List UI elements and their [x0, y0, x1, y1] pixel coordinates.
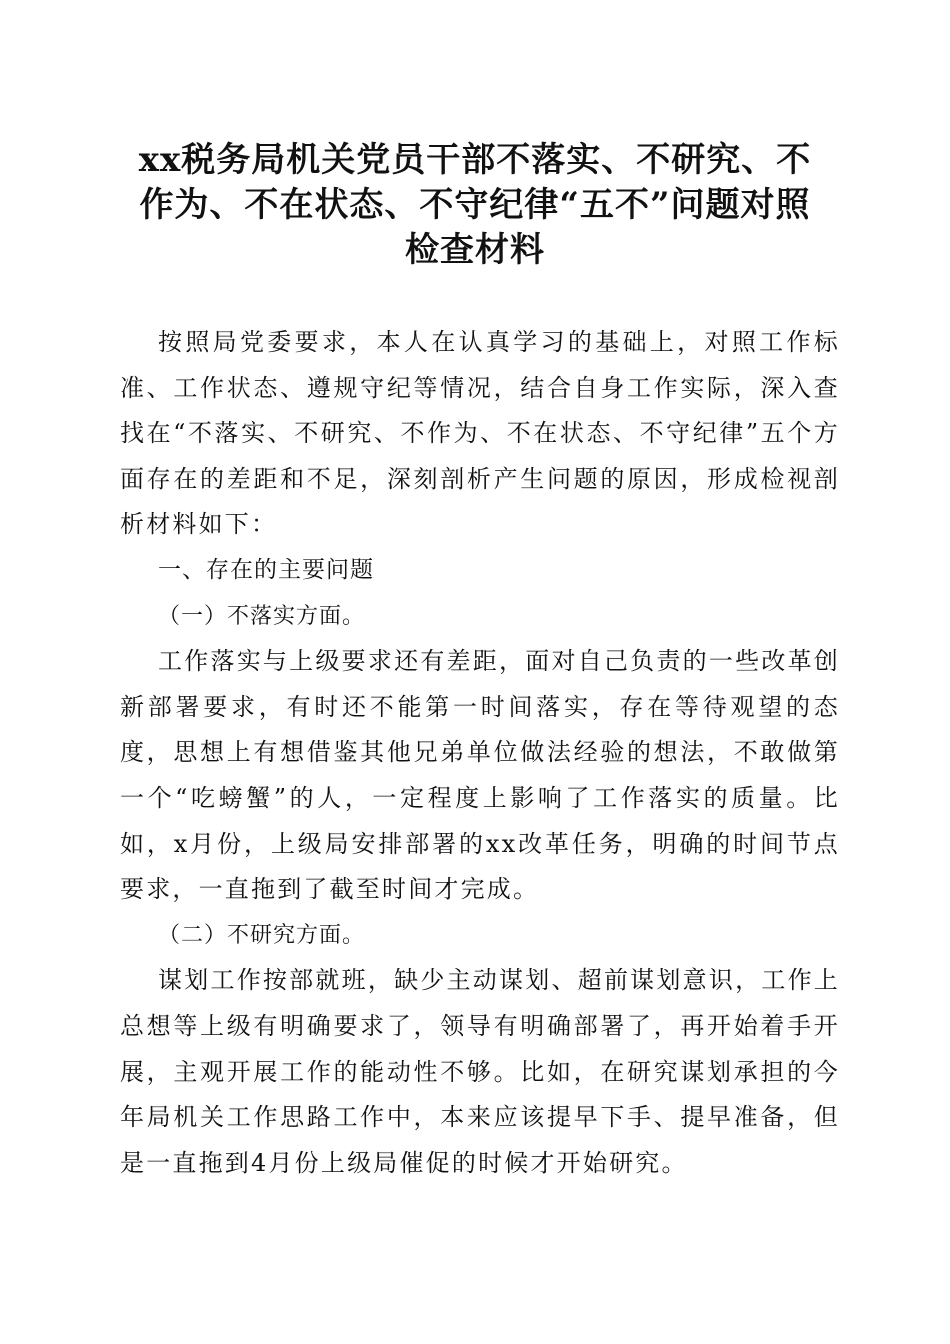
subsection-paragraph-not-researching: 谋划工作按部就班，缺少主动谋划、超前谋划意识，工作上总想等上级有明确要求了，领导有明确部署了，再开始着手开展，主观开展工作的能动性不够。比如，在研究谋划承担的今年局机关工作思路工作中，本来应该提早下手、提早准备，但是一直拖到4月份上级局催促的时候才开始研究。: [120, 966, 840, 1177]
subsection-heading-not-implementing: （一）不落实方面。: [158, 603, 366, 629]
title-line-2: 作为、不在状态、不守纪律“五不”问题对照: [139, 185, 811, 225]
subsection-paragraph-not-implementing: 工作落实与上级要求还有差距，面对自己负责的一些改革创新部署要求，有时还不能第一时间落实，存在等待观望的态度，思想上有想借鉴其他兄弟单位做法经验的想法，不敢做第一个“吃螃蟹”的人，一定程度上影响了工作落实的质量。比如，x月份，上级局安排部署的xx改革任务，明确的时间节点要求，一直拖到了截至时间才完成。: [120, 647, 840, 904]
section-heading-main-problems: 一、存在的主要问题: [158, 556, 374, 583]
document-body: [120, 320, 840, 1186]
title-line-3: 检查材料: [405, 230, 545, 270]
intro-paragraph: 按照局党委要求，本人在认真学习的基础上，对照工作标准、工作状态、遵规守纪等情况，结合自身工作实际，深入查找在“不落实、不研究、不作为、不在状态、不守纪律”五个方面存在的差距和不足，深刻剖析产生问题的原因，形成检视剖析材料如下：: [120, 328, 840, 539]
title-line-1: xx税务局机关党员干部不落实、不研究、不: [138, 140, 812, 180]
document-title: [110, 138, 840, 273]
subsection-heading-not-researching: （二）不研究方面。: [158, 922, 366, 948]
